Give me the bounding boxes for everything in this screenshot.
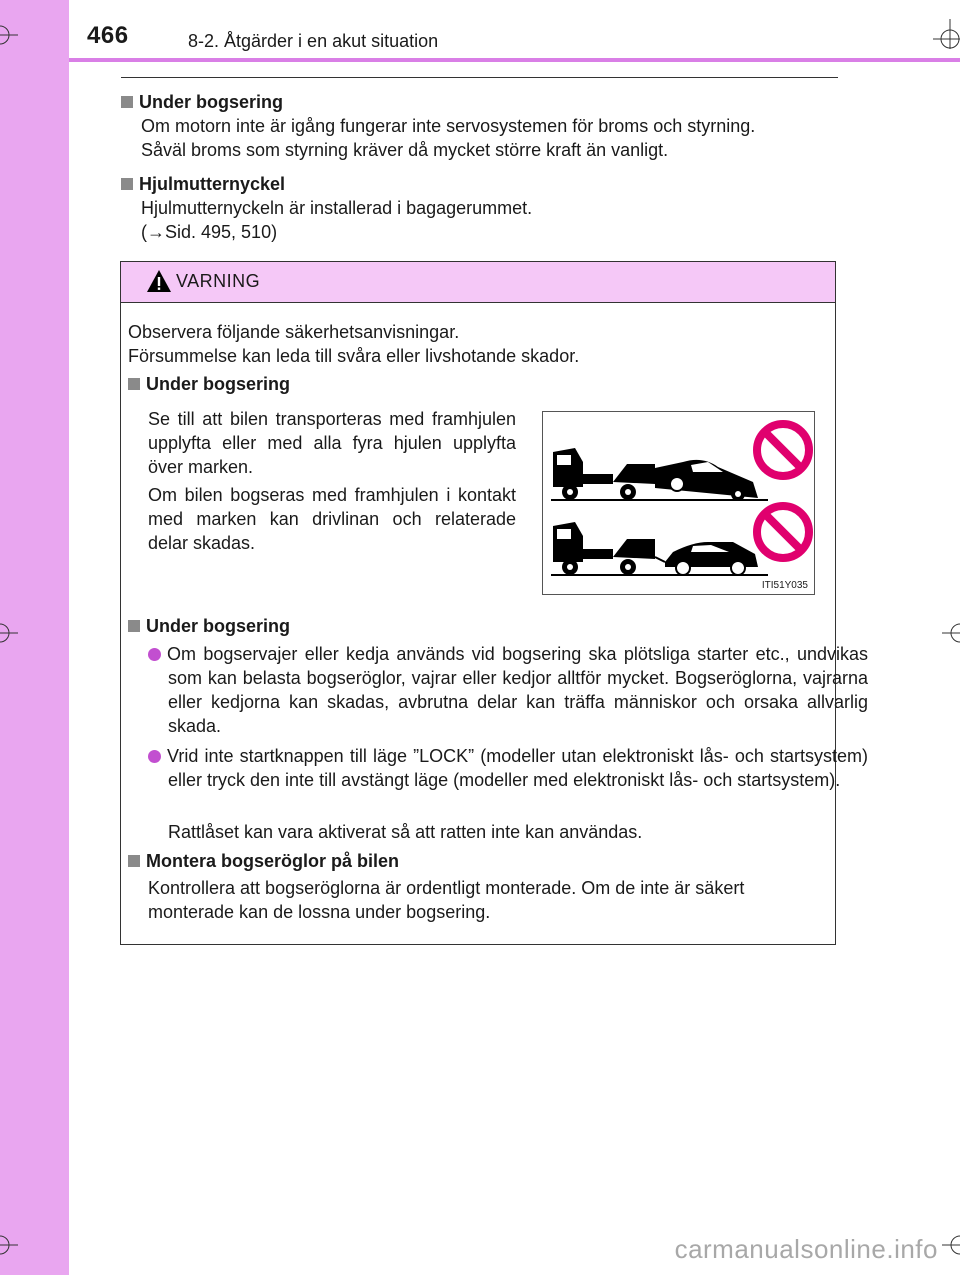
warning-label: VARNING [176, 271, 261, 291]
warning-intro [128, 320, 830, 368]
square-bullet-icon [128, 378, 140, 390]
subsection-heading: Under bogsering [128, 614, 830, 638]
header-rule [69, 58, 960, 62]
warning-box [120, 261, 868, 945]
body-text: Hjulmutternyckeln är installerad i bagagerummet. [141, 198, 533, 218]
warning-header [121, 262, 835, 303]
watermark: carmanualsonline.info [674, 1234, 938, 1264]
body-text: Observera följande säkerhetsanvisningar. [128, 322, 460, 342]
body-text: Om bilen bogseras med framhjulen i kontakt med marken kan drivlinan och relaterade delar skadas. [148, 485, 516, 553]
body-text: Om motorn inte är igång fungerar inte servosystemen för broms och styrning. [141, 116, 756, 136]
crop-mark-icon [0, 618, 20, 648]
subsection-heading: Montera bogseröglor på bilen [128, 849, 830, 873]
crop-mark-icon [940, 618, 960, 648]
section-hjulmutternyckel [121, 172, 838, 244]
crop-mark-icon [0, 1230, 20, 1265]
warning-triangle-icon [146, 269, 172, 293]
towing-illustration [542, 411, 815, 595]
tow-truck-diagram [543, 412, 814, 594]
subsection-heading: Under bogsering [128, 372, 830, 396]
square-bullet-icon [128, 620, 140, 632]
body-text: Kontrollera att bogseröglorna är ordentligt monterade. Om de inte är säkert monterade kan de lossna under bogsering. [148, 878, 745, 922]
crop-mark-icon [925, 14, 960, 49]
page-reference: (→Sid. 495, 510) [141, 222, 278, 242]
crop-mark-icon [940, 1230, 960, 1265]
body-text: Såväl broms som styrning kräver då mycket större kraft än vanligt. [141, 140, 669, 160]
body-text: Rattlåset kan vara aktiverat så att ratten inte kan användas. [168, 822, 643, 842]
section-heading: Under bogsering [121, 90, 838, 114]
illustration-code: ITI51Y035 [761, 580, 808, 591]
square-bullet-icon [128, 855, 140, 867]
square-bullet-icon [121, 178, 133, 190]
section-title: 8-2. Åtgärder i en akut situation [188, 31, 439, 51]
body-text: Se till att bilen transporteras med framhjulen upplyfta eller med alla fyra hjulen upplyfta över marken. [148, 409, 516, 477]
page-number: 466 [87, 22, 129, 49]
bullet-item: Vrid inte startknappen till läge ”LOCK” (modeller utan elektroniskt lås- och startsystem) eller tryck den inte till avstängt läge (modeller med elektroniskt lås- och startsystem). [128, 744, 868, 792]
square-bullet-icon [121, 96, 133, 108]
body-text: Försummelse kan leda till svåra eller livshotande skador. [128, 346, 580, 366]
crop-mark-icon [0, 20, 20, 50]
bullet-item: Om bogservajer eller kedja används vid bogsering ska plötsliga starter etc., undvikas som kan belasta bogseröglor, vajrar eller kedjor alltför mycket. Bogseröglorna, vajrarna eller kedjorna kan skadas, avbrutna delar kan träffa människor och orsaka allvarlig skada. [128, 642, 868, 738]
round-bullet-icon [148, 648, 161, 661]
section-under-bogsering [121, 90, 838, 162]
section-heading: Hjulmutternyckel [121, 172, 838, 196]
divider [121, 77, 838, 78]
round-bullet-icon [148, 750, 161, 763]
